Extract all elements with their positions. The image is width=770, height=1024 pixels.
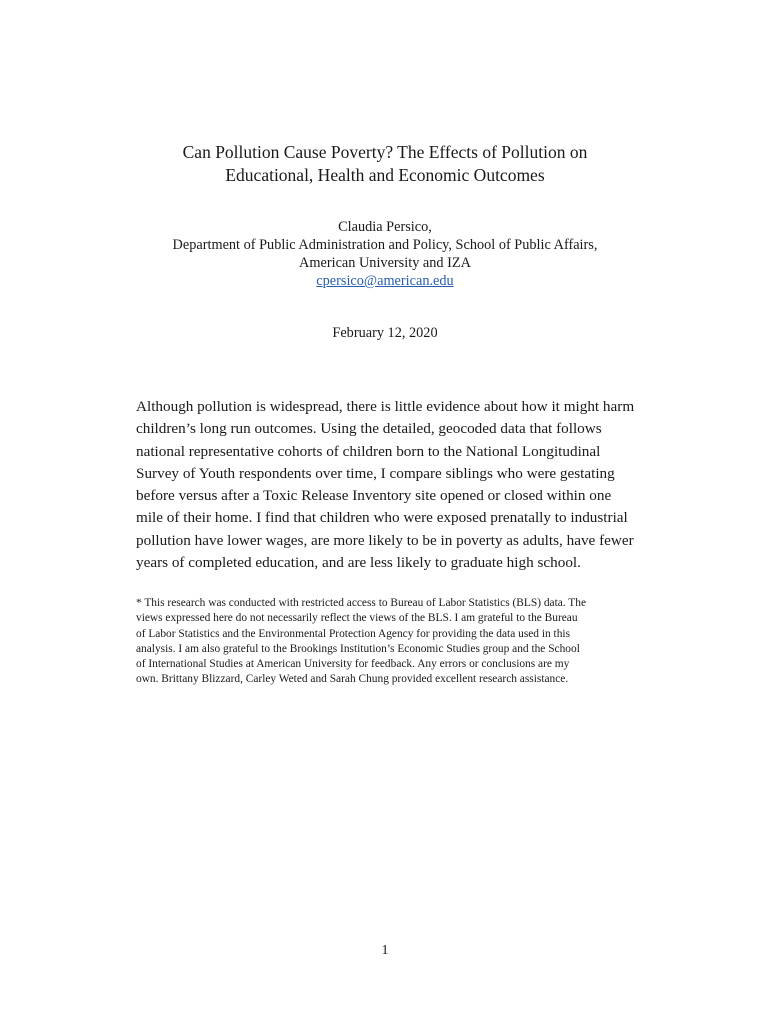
footnote-line: views expressed here do not necessarily reflect the views of the BLS. I am grateful to the Bureau [136, 612, 578, 625]
footnote-line: * This research was conducted with restricted access to Bureau of Labor Statistics (BLS) data. The [136, 597, 587, 609]
abstract-line: children’s long run outcomes. Using the detailed, geocoded data that follows [136, 420, 602, 438]
author-affiliation-line-2: American University and IZA [299, 255, 471, 271]
abstract-line: national representative cohorts of children born to the National Longitudinal [136, 442, 601, 460]
abstract-line: Survey of Youth respondents over time, I compare siblings who were gestating [136, 464, 615, 482]
author-email-link[interactable]: cpersico@american.edu [316, 273, 454, 289]
title-line-1: Can Pollution Cause Poverty? The Effects of Pollution on [182, 142, 588, 162]
title-line-2: Educational, Health and Economic Outcomes [225, 165, 545, 185]
footnote-line: of Labor Statistics and the Environmental Protection Agency for providing the data used in this [136, 627, 571, 640]
paper-date: February 12, 2020 [332, 325, 438, 341]
abstract-line: pollution have lower wages, are more likely to be in poverty as adults, have fewer [136, 531, 634, 549]
footnote-line: analysis. I am also grateful to the Brookings Institution’s Economic Studies group and the School [136, 642, 580, 655]
author-name: Claudia Persico, [338, 219, 432, 235]
abstract-line: before versus after a Toxic Release Inventory site opened or closed within one [136, 487, 612, 505]
paper-title [0, 141, 770, 187]
footnote-line: own. Brittany Blizzard, Carley Weted and Sarah Chung provided excellent research assistance. [136, 673, 569, 686]
abstract-line: Although pollution is widespread, there is little evidence about how it might harm [136, 398, 635, 415]
abstract [136, 396, 634, 574]
footnote-line: of International Studies at American University for feedback. Any errors or conclusions are my [136, 658, 570, 671]
abstract-line: years of completed education, and are less likely to graduate high school. [136, 554, 581, 572]
page-number: 1 [381, 943, 389, 958]
author-affiliation-line-1: Department of Public Administration and Policy, School of Public Affairs, [172, 237, 598, 253]
acknowledgment-footnote [136, 596, 586, 688]
abstract-line: mile of their home. I find that children who were exposed prenatally to industrial [136, 509, 628, 527]
author-block [0, 218, 770, 290]
